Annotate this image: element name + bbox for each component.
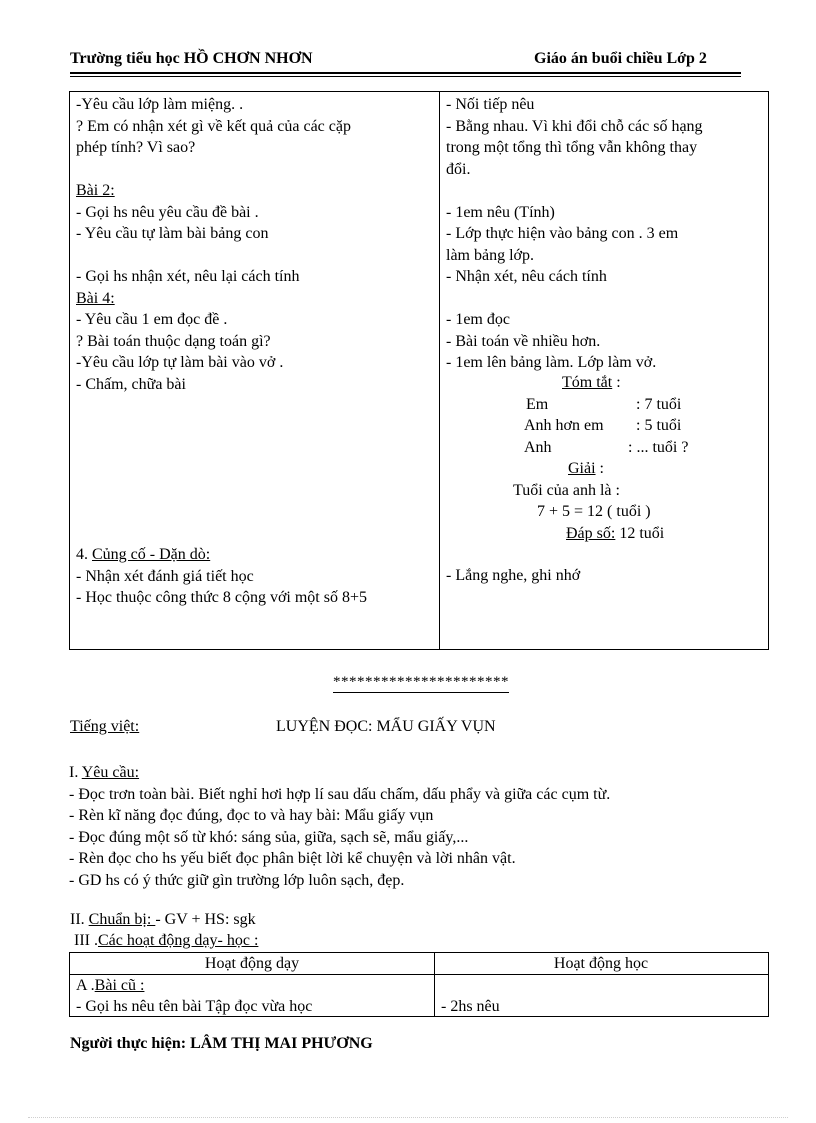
teacher-line: - Nhận xét đánh giá tiết học bbox=[76, 567, 254, 585]
preparation-line: II. Chuẩn bị: - GV + HS: sgk bbox=[70, 911, 256, 928]
requirement-item: - Đọc đúng một số từ khó: sáng sủa, giữa, sạch sẽ, mẩu giấy,... bbox=[69, 828, 469, 846]
footer-author: Người thực hiện: LÂM THỊ MAI PHƯƠNG bbox=[70, 1035, 373, 1052]
subject-label: Tiếng việt: bbox=[70, 718, 140, 735]
requirements-section bbox=[69, 762, 610, 891]
column-header-teacher: Hoạt động dạy bbox=[204, 955, 300, 972]
exercise-4-heading: Bài 4: bbox=[76, 289, 115, 307]
summary-label-diff: Anh hơn em bbox=[524, 417, 604, 434]
column-header-student: Hoạt động học bbox=[553, 955, 649, 972]
teacher-line bbox=[76, 245, 436, 267]
student-line: - 2hs nêu bbox=[441, 998, 500, 1015]
teacher-line: - Gọi hs nêu tên bài Tập đọc vừa học bbox=[76, 998, 313, 1015]
student-line: - 1em nêu (Tính) bbox=[446, 203, 555, 221]
summary-heading: Tóm tắt : bbox=[562, 374, 621, 391]
student-line bbox=[446, 180, 766, 202]
requirement-item: - Đọc trơn toàn bài. Biết nghỉ hơi hợp lí sau dấu chấm, dấu phẩy và giữa các cụm từ. bbox=[69, 785, 611, 803]
consolidation-heading: 4. Củng cố - Dặn dò: bbox=[76, 546, 211, 563]
teacher-line: -Yêu cầu lớp tự làm bài vào vở . bbox=[76, 354, 284, 371]
teacher-line: - Học thuộc công thức 8 cộng với một số 8+5 bbox=[76, 589, 367, 606]
teacher-line: -Yêu cầu lớp làm miệng. . bbox=[76, 96, 244, 113]
page-bottom-edge bbox=[28, 1117, 788, 1118]
teacher-line: - Gọi hs nêu yêu cầu đề bài . bbox=[76, 203, 259, 221]
teacher-line: - Chấm, chữa bài bbox=[76, 375, 186, 393]
student-line: - Lớp thực hiện vào bảng con . 3 em bbox=[446, 225, 679, 242]
header-plan: Giáo án buổi chiều Lớp 2 bbox=[534, 50, 707, 67]
student-line: - Bằng nhau. Vì khi đổi chỗ các số hạng bbox=[446, 117, 703, 135]
student-line: - 1em lên bảng làm. Lớp làm vở. bbox=[446, 354, 657, 371]
summary-label-anh: Anh bbox=[524, 439, 552, 456]
student-line: trong một tổng thì tổng vẫn không thay bbox=[446, 139, 698, 156]
student-line: - Lắng nghe, ghi nhớ bbox=[446, 567, 581, 584]
student-line: - Nhận xét, nêu cách tính bbox=[446, 268, 607, 285]
student-line: - Bài toán về nhiều hơn. bbox=[446, 332, 601, 350]
requirement-item: - Rèn đọc cho hs yếu biết đọc phân biệt lời kể chuyện và lời nhân vật. bbox=[69, 850, 516, 867]
teacher-line: - Yêu cầu tự làm bài bảng con bbox=[76, 225, 269, 242]
summary-value-anh: : ... tuổi ? bbox=[628, 439, 689, 456]
activities-table bbox=[69, 952, 769, 1017]
activities-heading: III .Các hoạt động dạy- học : bbox=[74, 932, 259, 949]
answer-line: Đáp số: 12 tuổi bbox=[566, 525, 665, 542]
table-divider bbox=[439, 92, 440, 649]
summary-value-diff: : 5 tuổi bbox=[636, 417, 682, 434]
solution-equation: 7 + 5 = 12 ( tuổi ) bbox=[537, 503, 651, 520]
requirement-item: - Rèn kĩ năng đọc đúng, đọc to và hay bài: Mẩu giấy vụn bbox=[69, 807, 434, 824]
solution-heading: Giải : bbox=[568, 460, 604, 477]
student-column bbox=[446, 94, 766, 374]
teacher-line bbox=[76, 159, 436, 181]
requirements-heading: I. Yêu cầu: bbox=[69, 764, 140, 781]
table-header-rule bbox=[70, 974, 768, 975]
student-line: làm bảng lớp. bbox=[446, 246, 534, 264]
header-school: Trường tiểu học HỒ CHƠN NHƠN bbox=[70, 50, 313, 67]
old-lesson-heading: A .Bài cũ : bbox=[76, 977, 145, 994]
teacher-line: - Gọi hs nhận xét, nêu lại cách tính bbox=[76, 268, 300, 285]
consolidation-block bbox=[76, 544, 367, 609]
separator: ********************** bbox=[333, 674, 509, 693]
student-line: - Nối tiếp nêu bbox=[446, 96, 535, 113]
summary-value-em: : 7 tuổi bbox=[636, 396, 682, 413]
teacher-line: ? Bài toán thuộc dạng toán gì? bbox=[76, 332, 271, 350]
student-line: - 1em đọc bbox=[446, 311, 510, 328]
student-line bbox=[446, 288, 766, 310]
summary-label-em: Em bbox=[526, 396, 549, 413]
requirement-item: - GD hs có ý thức giữ gìn trường lớp luôn sạch, đẹp. bbox=[69, 871, 405, 889]
teacher-column bbox=[76, 94, 436, 395]
lesson-title: LUYỆN ĐỌC: MẨU GIẤY VỤN bbox=[276, 718, 496, 735]
solution-line: Tuổi của anh là : bbox=[513, 482, 620, 499]
teacher-line: - Yêu cầu 1 em đọc đề . bbox=[76, 311, 228, 328]
exercise-2-heading: Bài 2: bbox=[76, 182, 115, 199]
student-line: đổi. bbox=[446, 160, 471, 178]
teacher-line: ? Em có nhận xét gì về kết quả của các cặp bbox=[76, 117, 351, 135]
header-rule-thin bbox=[70, 76, 741, 77]
teacher-line: phép tính? Vì sao? bbox=[76, 139, 196, 156]
lesson-table bbox=[69, 91, 769, 650]
header-rule bbox=[70, 72, 741, 74]
